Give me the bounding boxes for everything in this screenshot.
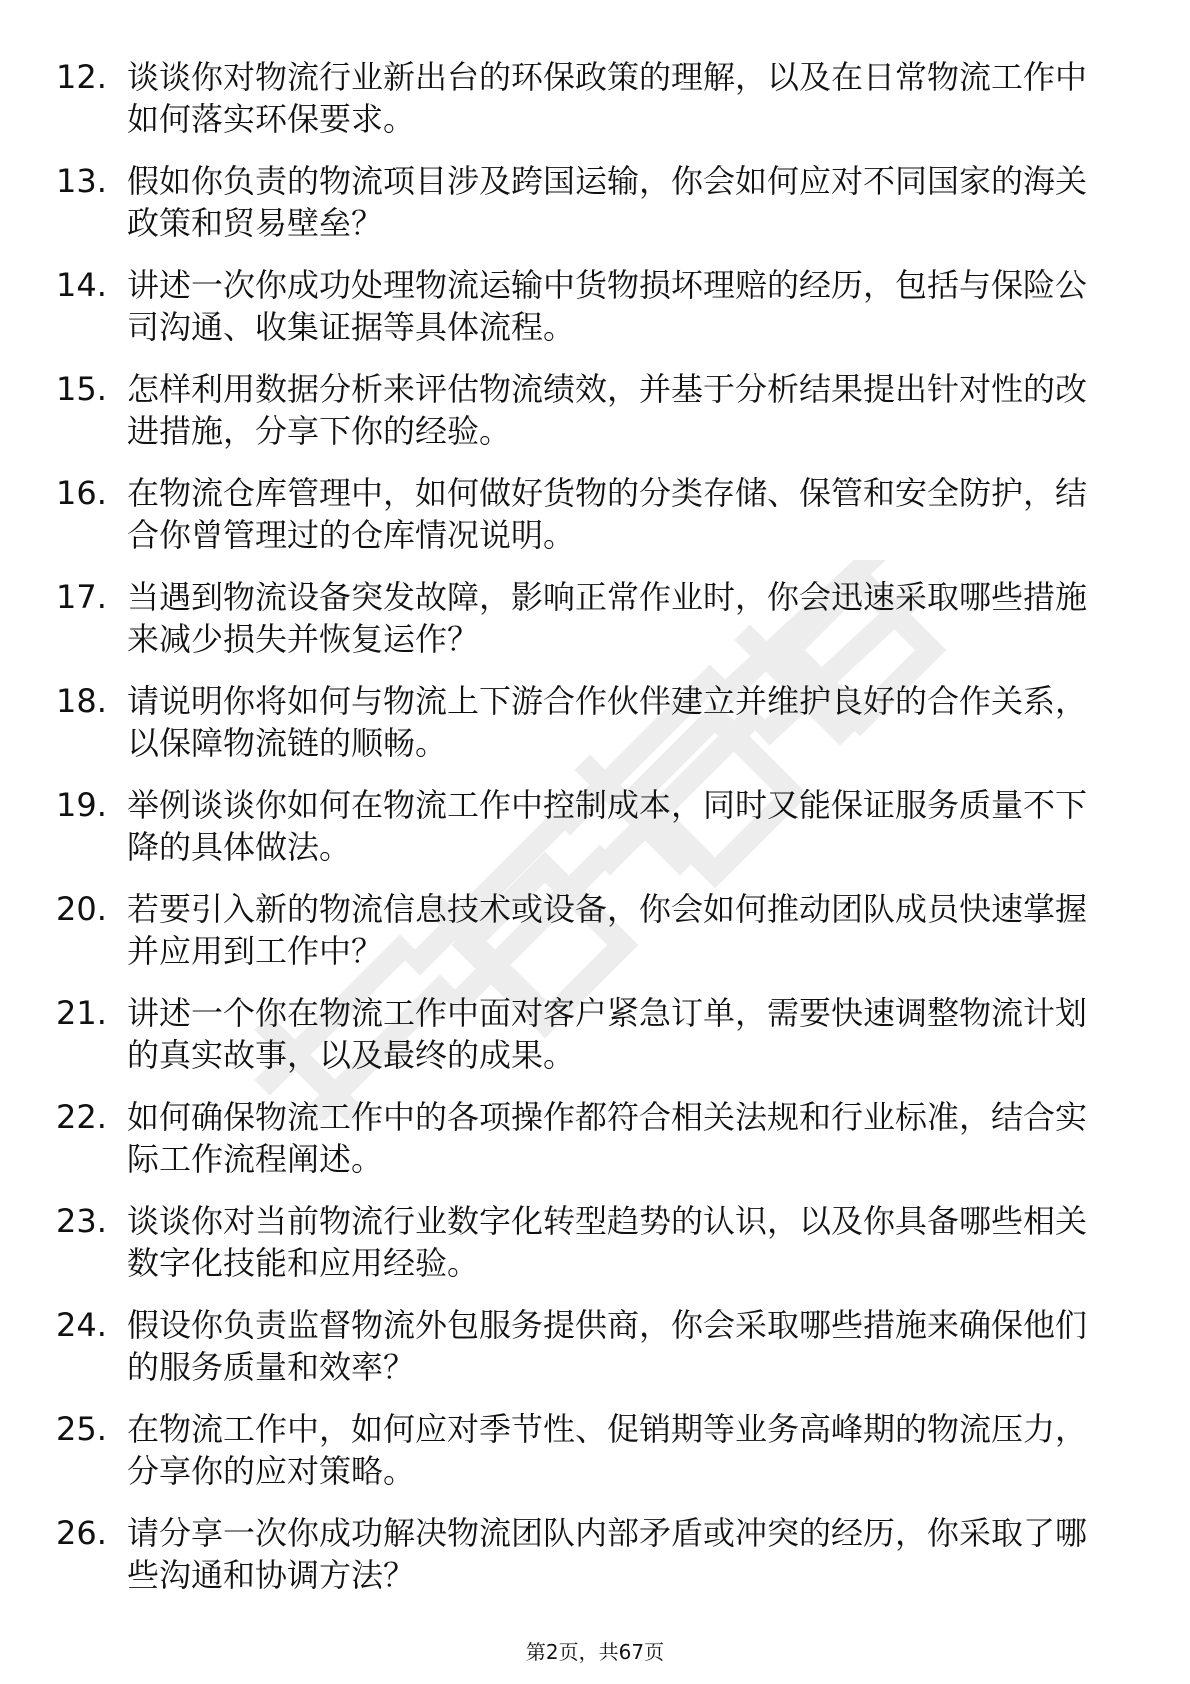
question-number: 26.: [56, 1514, 107, 1552]
question-number: 23.: [56, 1202, 107, 1240]
question-item: [56, 1512, 1116, 1596]
question-text: 请说明你将如何与物流上下游合作伙伴建立并维护良好的合作关系，以保障物流链的顺畅。: [127, 682, 1088, 762]
question-text: 在物流工作中，如何应对季节性、促销期等业务高峰期的物流压力，分享你的应对策略。: [127, 1410, 1088, 1490]
question-item: [56, 680, 1116, 764]
question-text: 讲述一次你成功处理物流运输中货物损坏理赔的经历，包括与保险公司沟通、收集证据等具体流程。: [127, 266, 1088, 346]
question-number: 14.: [56, 266, 107, 304]
question-text: 谈谈你对物流行业新出台的环保政策的理解，以及在日常物流工作中如何落实环保要求。: [127, 58, 1088, 138]
question-text: 举例谈谈你如何在物流工作中控制成本，同时又能保证服务质量不下降的具体做法。: [127, 786, 1088, 866]
question-text: 假设你负责监督物流外包服务提供商，你会采取哪些措施来确保他们的服务质量和效率？: [127, 1306, 1088, 1386]
question-number: 22.: [56, 1098, 107, 1136]
question-list: [56, 56, 1116, 1616]
question-text: 当遇到物流设备突发故障，影响正常作业时，你会迅速采取哪些措施来减少损失并恢复运作？: [127, 578, 1088, 658]
question-item: [56, 264, 1116, 348]
question-number: 17.: [56, 578, 107, 616]
question-text: 在物流仓库管理中，如何做好货物的分类存储、保管和安全防护，结合你曾管理过的仓库情况说明。: [127, 474, 1088, 554]
question-item: [56, 368, 1116, 452]
page-number-label: 第2页，共67页: [525, 1640, 665, 1664]
page-footer: [0, 1636, 1190, 1665]
question-item: [56, 1408, 1116, 1492]
question-number: 18.: [56, 682, 107, 720]
question-text: 怎样利用数据分析来评估物流绩效，并基于分析结果提出针对性的改进措施，分享下你的经验。: [127, 370, 1088, 450]
question-text: 假如你负责的物流项目涉及跨国运输，你会如何应对不同国家的海关政策和贸易壁垒？: [127, 162, 1088, 242]
question-number: 20.: [56, 890, 107, 928]
question-number: 19.: [56, 786, 107, 824]
question-number: 21.: [56, 994, 107, 1032]
question-item: [56, 784, 1116, 868]
question-item: [56, 992, 1116, 1076]
question-text: 如何确保物流工作中的各项操作都符合相关法规和行业标准，结合实际工作流程阐述。: [127, 1098, 1088, 1178]
question-item: [56, 56, 1116, 140]
question-item: [56, 160, 1116, 244]
question-number: 25.: [56, 1410, 107, 1448]
question-item: [56, 888, 1116, 972]
question-number: 12.: [56, 58, 107, 96]
question-text: 请分享一次你成功解决物流团队内部矛盾或冲突的经历，你采取了哪些沟通和协调方法？: [127, 1514, 1088, 1594]
question-item: [56, 1096, 1116, 1180]
question-text: 谈谈你对当前物流行业数字化转型趋势的认识，以及你具备哪些相关数字化技能和应用经验。: [127, 1202, 1088, 1282]
question-text: 讲述一个你在物流工作中面对客户紧急订单，需要快速调整物流计划的真实故事，以及最终的成果。: [127, 994, 1088, 1074]
question-item: [56, 576, 1116, 660]
question-number: 13.: [56, 162, 107, 200]
question-number: 16.: [56, 474, 107, 512]
question-text: 若要引入新的物流信息技术或设备，你会如何推动团队成员快速掌握并应用到工作中？: [127, 890, 1088, 970]
question-number: 15.: [56, 370, 107, 408]
question-item: [56, 1200, 1116, 1284]
question-item: [56, 472, 1116, 556]
question-item: [56, 1304, 1116, 1388]
question-number: 24.: [56, 1306, 107, 1344]
